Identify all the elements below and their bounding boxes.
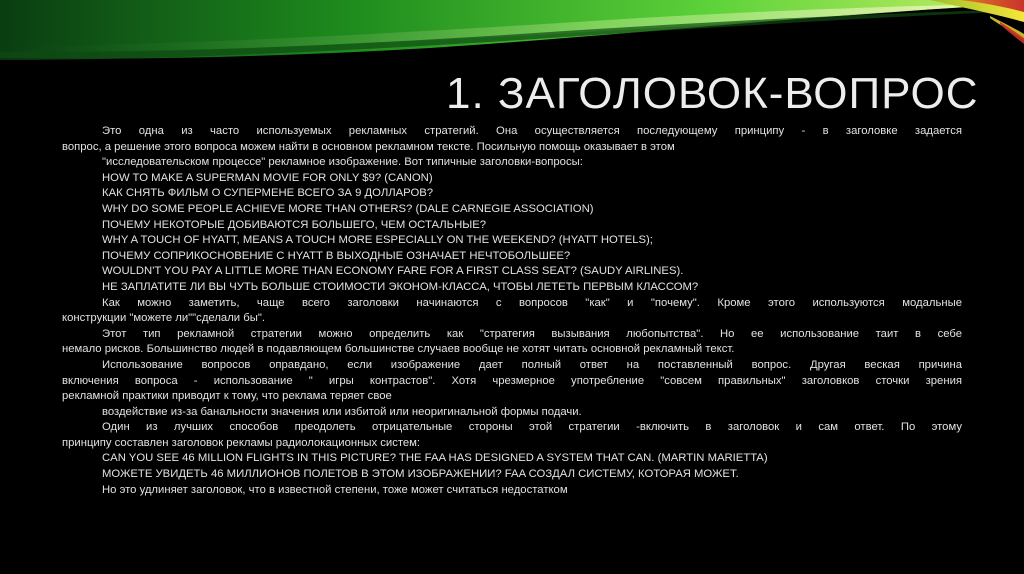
body-line: WOULDN'T YOU PAY A LITTLE MORE THAN ECONOMY FARE FOR A FIRST CLASS SEAT? (SAUDY AIRLINES). <box>102 265 684 278</box>
body-line: принципу составлен заголовок рекламы радиолокационных систем: <box>62 436 421 449</box>
body-line: Это одна из часто используемых рекламных стратегий. Она осуществляется последующему принципу - в заголовке задается <box>102 125 962 137</box>
body-line: включения вопроса - использование " игры контрастов". Хотя чрезмерное употребление "совсем правильных" заголовков сточки зрения <box>62 374 962 387</box>
body-line: WHY DO SOME PEOPLE ACHIEVE MORE THAN OTHERS? (DALE CARNEGIE ASSOCIATION) <box>102 202 594 215</box>
body-line: ПОЧЕМУ НЕКОТОРЫЕ ДОБИВАЮТСЯ БОЛЬШЕГО, ЧЕМ ОСТАЛЬНЫЕ? <box>102 218 487 231</box>
body-line: немало рисков. Большинство людей в подавляющем большинстве случаев вообще не хотят читать основной рекламный текст. <box>62 343 735 356</box>
slide-body-text <box>62 124 962 498</box>
body-line: Как можно заметить, чаще всего заголовки начинаются с вопросов "как" и "почему". Кроме этого используются модальные <box>102 296 962 309</box>
body-line: КАК СНЯТЬ ФИЛЬМ О СУПЕРМЕНЕ ВСЕГО ЗА 9 ДОЛЛАРОВ? <box>102 187 434 200</box>
body-line: HOW TO MAKE A SUPERMAN MOVIE FOR ONLY $9? (CANON) <box>102 171 433 184</box>
body-line: воздействие из-за банальности значения или избитой или неоригинальной формы подачи. <box>102 405 582 418</box>
body-line: Но это удлиняет заголовок, что в известной степени, тоже может считаться недостатком <box>102 483 568 496</box>
body-line: рекламной практики приводит к тому, что реклама теряет свое <box>62 390 392 403</box>
body-line: Этот тип рекламной стратегии можно определить как "стратегия вызывания любопытства". Но ее использование таит в себе <box>102 327 962 340</box>
body-line: Использование вопросов оправдано, если изображение дает полный ответ на поставленный вопрос. Другая веская причина <box>102 358 962 371</box>
body-line: НЕ ЗАПЛАТИТЕ ЛИ ВЫ ЧУТЬ БОЛЬШЕ СТОИМОСТИ ЭКОНОМ-КЛАССА, ЧТОБЫ ЛЕТЕТЬ ПЕРВЫМ КЛАССОМ? <box>102 280 699 293</box>
body-line: WHY A TOUCH OF HYATT, MEANS A TOUCH MORE ESPECIALLY ON THE WEEKEND? (HYATT HOTELS); <box>102 234 653 247</box>
body-line: МОЖЕТЕ УВИДЕТЬ 46 МИЛЛИОНОВ ПОЛЕТОВ В ЭТОМ ИЗОБРАЖЕНИИ? FAA СОЗДАЛ СИСТЕМУ, КОТОРАЯ МОЖЕТ. <box>102 468 739 481</box>
body-line: CAN YOU SEE 46 MILLION FLIGHTS IN THIS PICTURE? THE FAA HAS DESIGNED A SYSTEM THAT CAN. (MARTIN MARIETTA) <box>102 452 768 465</box>
slide-title: 1. ЗАГОЛОВОК-ВОПРОС <box>446 69 979 118</box>
body-line: конструкции "можете ли""сделали бы". <box>62 312 265 325</box>
body-line: Один из лучших способов преодолеть отрицательные стороны этой стратегии -включить в заголовок и сам ответ. По этому <box>102 421 962 434</box>
body-line: вопрос, а решение этого вопроса можем найти в основном рекламном тексте. Посильную помощь оказывает в этом <box>62 140 675 153</box>
body-line: ПОЧЕМУ СОПРИКОСНОВЕНИЕ С HYATT В ВЫХОДНЫЕ ОЗНАЧАЕТ НЕЧТОБОЛЬШЕЕ? <box>102 249 571 262</box>
body-line: "исследовательском процессе" рекламное изображение. Вот типичные заголовки-вопросы: <box>102 156 583 169</box>
